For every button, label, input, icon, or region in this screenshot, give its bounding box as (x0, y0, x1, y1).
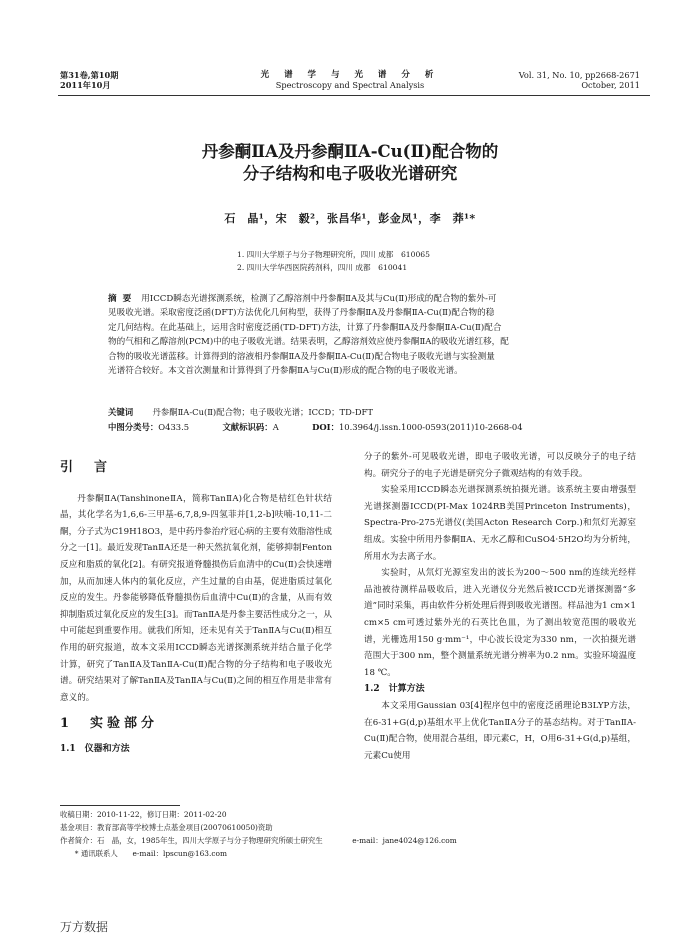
journal-name-cn: 光 谱 学 与 光 谱 分 析 (260, 70, 440, 80)
abstract-line: 定几何结构。在此基础上，运用含时密度泛函(TD-DFT)方法，计算了丹参酮ⅡA及丹参酮ⅡA-Cu(Ⅱ)配合 (108, 322, 502, 333)
method-paragraph: 本文采用Gaussian 03[4]程序包中的密度泛函理论B3LYP方法，在6-31+G(d,p)基组水平上优化TanⅡA分子的基态结构。对于TanⅡA-Cu(Ⅱ)配合物，使用混合基组，即元素C，H，O用6-31+G(d,p)基组，元素Cu使用 (364, 700, 636, 761)
abstract-label: 摘要 (108, 294, 138, 304)
abstract-line: 合物的吸收光谱蓝移。计算得到的溶液相丹参酮ⅡA及丹参酮ⅡA-Cu(Ⅱ)配合物电子吸收光谱与实验测量 (108, 351, 495, 362)
affiliation-1: 1. 四川大学原子与分子物理研究所，四川 成都 610065 (237, 250, 430, 259)
abstract-line: 用ICCD瞬态光谱探测系统，检测了乙醇溶剂中丹参酮ⅡA及其与Cu(Ⅱ)形成的配合物的紫外-可 (141, 294, 497, 304)
footnote-rule (60, 805, 180, 806)
paper-title-line-1: 丹参酮ⅡA及丹参酮ⅡA-Cu(Ⅱ)配合物的 (201, 142, 499, 161)
footnote-author-bio: 作者简介：石 晶，女，1985年生，四川大学原子与分子物理研究所硕士研究生 e-mail：jane4024@126.com (60, 836, 457, 845)
footnote-received: 收稿日期：2010-11-22，修订日期：2011-02-20 (60, 810, 227, 819)
running-header-right (519, 70, 640, 90)
author-list: 石 晶¹，宋 毅²，张昌华¹，彭金凤¹，李 莽¹* (224, 212, 476, 225)
abstract-line: 物的气相和乙醇溶剂(PCM)中的电子吸收光谱。结果表明，乙醇溶剂效应使丹参酮ⅡA的吸收光谱红移，配 (108, 337, 509, 348)
keywords-block (108, 405, 648, 435)
doi-label: DOI： (312, 422, 339, 432)
footnote-corresponding: * 通讯联系人 e-mail：lpscun@163.com (60, 849, 227, 858)
doi-value: 10.3964/j.issn.1000-0593(2011)10-2668-04 (338, 422, 523, 432)
intro-paragraph: 丹参酮ⅡA(TanshinoneⅡA，简称TanⅡA)化合物是桔红色针状结晶，其化学名为1,6,6-三甲基-6,7,8,9-四氢菲并[1,2-b]呋喃-10,11-二酮，分子式为C19H18O3，是中药丹参治疗冠心病的主要有效脂溶性成分之一[1]。最近发现TanⅡA还是一种天然抗氧化剂，能够抑制Fenton反应和脂质的氧化[2]。有研究报道脊髓损伤后血清中的Cu(Ⅱ)会快速增加，从而加速人体内的氧化反应，产生过量的自由基，促进脂质过氧化反应的发生。丹参能够降低脊髓损伤后血清中Cu(Ⅱ)的含量，从而有效抑制脂质过氧化反应的发生[3]。而TanⅡA是丹参主要活性成分之一，从中可能起到重要作用。就我们所知，还未见有关于TanⅡA与Cu(Ⅱ)相互作用的研究报道，故本文采用ICCD瞬态光谱探测系统并结合量子化学计算，研究了TanⅡA及TanⅡA-Cu(Ⅱ)配合物的分子结构和电子吸收光谱。研究结果对了解TanⅡA及TanⅡA与Cu(Ⅱ)之间的相互作用是非常有意义的。 (60, 493, 332, 703)
abstract-line: 光谱符合较好。本文首次测量和计算得到了丹参酮ⅡA与Cu(Ⅱ)形成的配合物的电子吸收光谱。 (108, 366, 463, 377)
instrument-paragraph: 实验采用ICCD瞬态光谱探测系统拍摄光谱。该系统主要由增强型光谱探测器ICCD(PI-Max 1024RB美国Princeton Instruments)，Spectra-Pro-275光谱仪(美国Acton Research Corp.)和氘灯光源室组成。实验中所用丹参酮ⅡA、无水乙醇和CuSO4·5H2O均为分析纯，所用水为去离子水。 (364, 485, 636, 562)
doc-code-value: A (272, 422, 279, 432)
volume-issue-cn: 第31卷,第10期 (60, 70, 119, 80)
left-column (60, 460, 332, 758)
procedure-paragraph: 实验时，从氘灯光源室发出的波长为200～500 nm的连续光经样品池被待测样品吸收后，进入光谱仪分光然后被ICCD光谱探测器“多道”同时采集，再由软件分析处理后得到吸收光谱图。样品池为1 cm×1 cm×5 cm可透过紫外光的石英比色皿，为了测出较宽范围的吸收光谱，光栅选用150 g·mm⁻¹，中心波长设定为330 nm，一次拍摄光谱范围大于300 nm，整个测量系统光谱分辨率为0.2 nm。实验环境温度18 ℃。 (364, 568, 636, 678)
intro-heading: 引 言 (60, 460, 112, 475)
subsection-1-1-heading: 1.1 仪器和方法 (60, 743, 130, 754)
date-en: October, 2011 (581, 80, 640, 90)
keywords-value: 丹参酮ⅡA-Cu(Ⅱ)配合物；电子吸收光谱；ICCD；TD-DFT (152, 407, 373, 417)
subsection-1-2-heading: 1.2 计算方法 (364, 684, 425, 695)
paper-title-line-2: 分子结构和电子吸收光谱研究 (242, 164, 458, 183)
footnote-funding: 基金项目：教育部高等学校博士点基金项目(20070610050)资助 (60, 823, 273, 832)
clc-value: O433.5 (158, 422, 190, 432)
affiliation-2: 2. 四川大学华西医院药剂科，四川 成都 610041 (237, 263, 408, 272)
volume-pages-en: Vol. 31, No. 10, pp2668-2671 (518, 70, 640, 80)
keywords-label: 关键词 (108, 407, 134, 417)
doc-code-label: 文献标识码： (222, 422, 273, 432)
header-rule (58, 95, 650, 96)
watermark-text: 万方数据 (60, 920, 109, 934)
abstract (108, 292, 634, 378)
section-1-heading: 1 实验部分 (60, 716, 159, 732)
journal-name-en: Spectroscopy and Spectral Analysis (275, 80, 425, 90)
clc-label: 中图分类号： (108, 422, 159, 432)
abstract-line: 见吸收光谱。采取密度泛函(DFT)方法优化几何构型，获得了丹参酮ⅡA及丹参酮ⅡA-Cu(Ⅱ)配合物的稳 (108, 308, 495, 319)
right-column (364, 449, 636, 764)
date-cn: 2011年10月 (60, 80, 111, 90)
continued-paragraph: 分子的紫外-可见吸收光谱，即电子吸收光谱，可以反映分子的电子结构。研究分子的电子光谱是研究分子微观结构的有效手段。 (364, 452, 636, 479)
